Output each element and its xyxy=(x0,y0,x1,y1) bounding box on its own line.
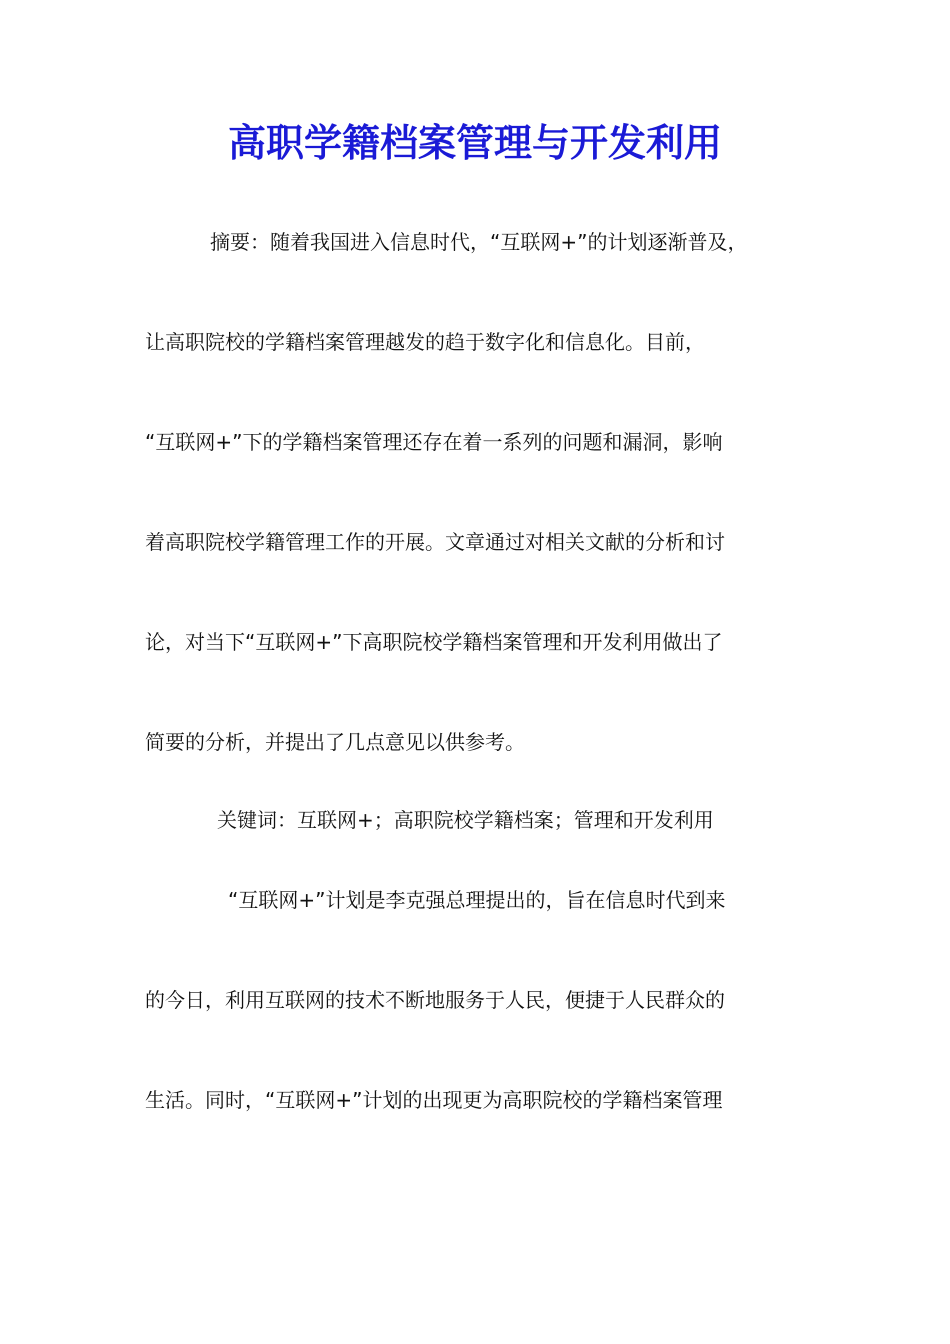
abstract-line-3: “互联网+”下的学籍档案管理还存在着一系列的问题和漏洞，影响 xyxy=(145,430,723,454)
abstract-line-1: 摘要：随着我国进入信息时代，“互联网+”的计划逐渐普及， xyxy=(210,230,748,254)
abstract-line-2: 让高职院校的学籍档案管理越发的趋于数字化和信息化。目前， xyxy=(145,330,705,354)
body-line-3: 生活。同时，“互联网+”计划的出现更为高职院校的学籍档案管理 xyxy=(145,1088,723,1112)
keywords-line: 关键词：互联网+；高职院校学籍档案；管理和开发利用 xyxy=(217,808,714,832)
abstract-line-4: 着高职院校学籍管理工作的开展。文章通过对相关文献的分析和讨 xyxy=(145,530,725,554)
abstract-line-6: 简要的分析，并提出了几点意见以供参考。 xyxy=(145,730,525,754)
body-line-2: 的今日，利用互联网的技术不断地服务于人民，便捷于人民群众的 xyxy=(145,988,725,1012)
abstract-line-5: 论，对当下“互联网+”下高职院校学籍档案管理和开发利用做出了 xyxy=(145,630,723,654)
body-line-1: “互联网+”计划是李克强总理提出的，旨在信息时代到来 xyxy=(228,888,726,912)
document-title: 高职学籍档案管理与开发利用 xyxy=(227,120,722,165)
